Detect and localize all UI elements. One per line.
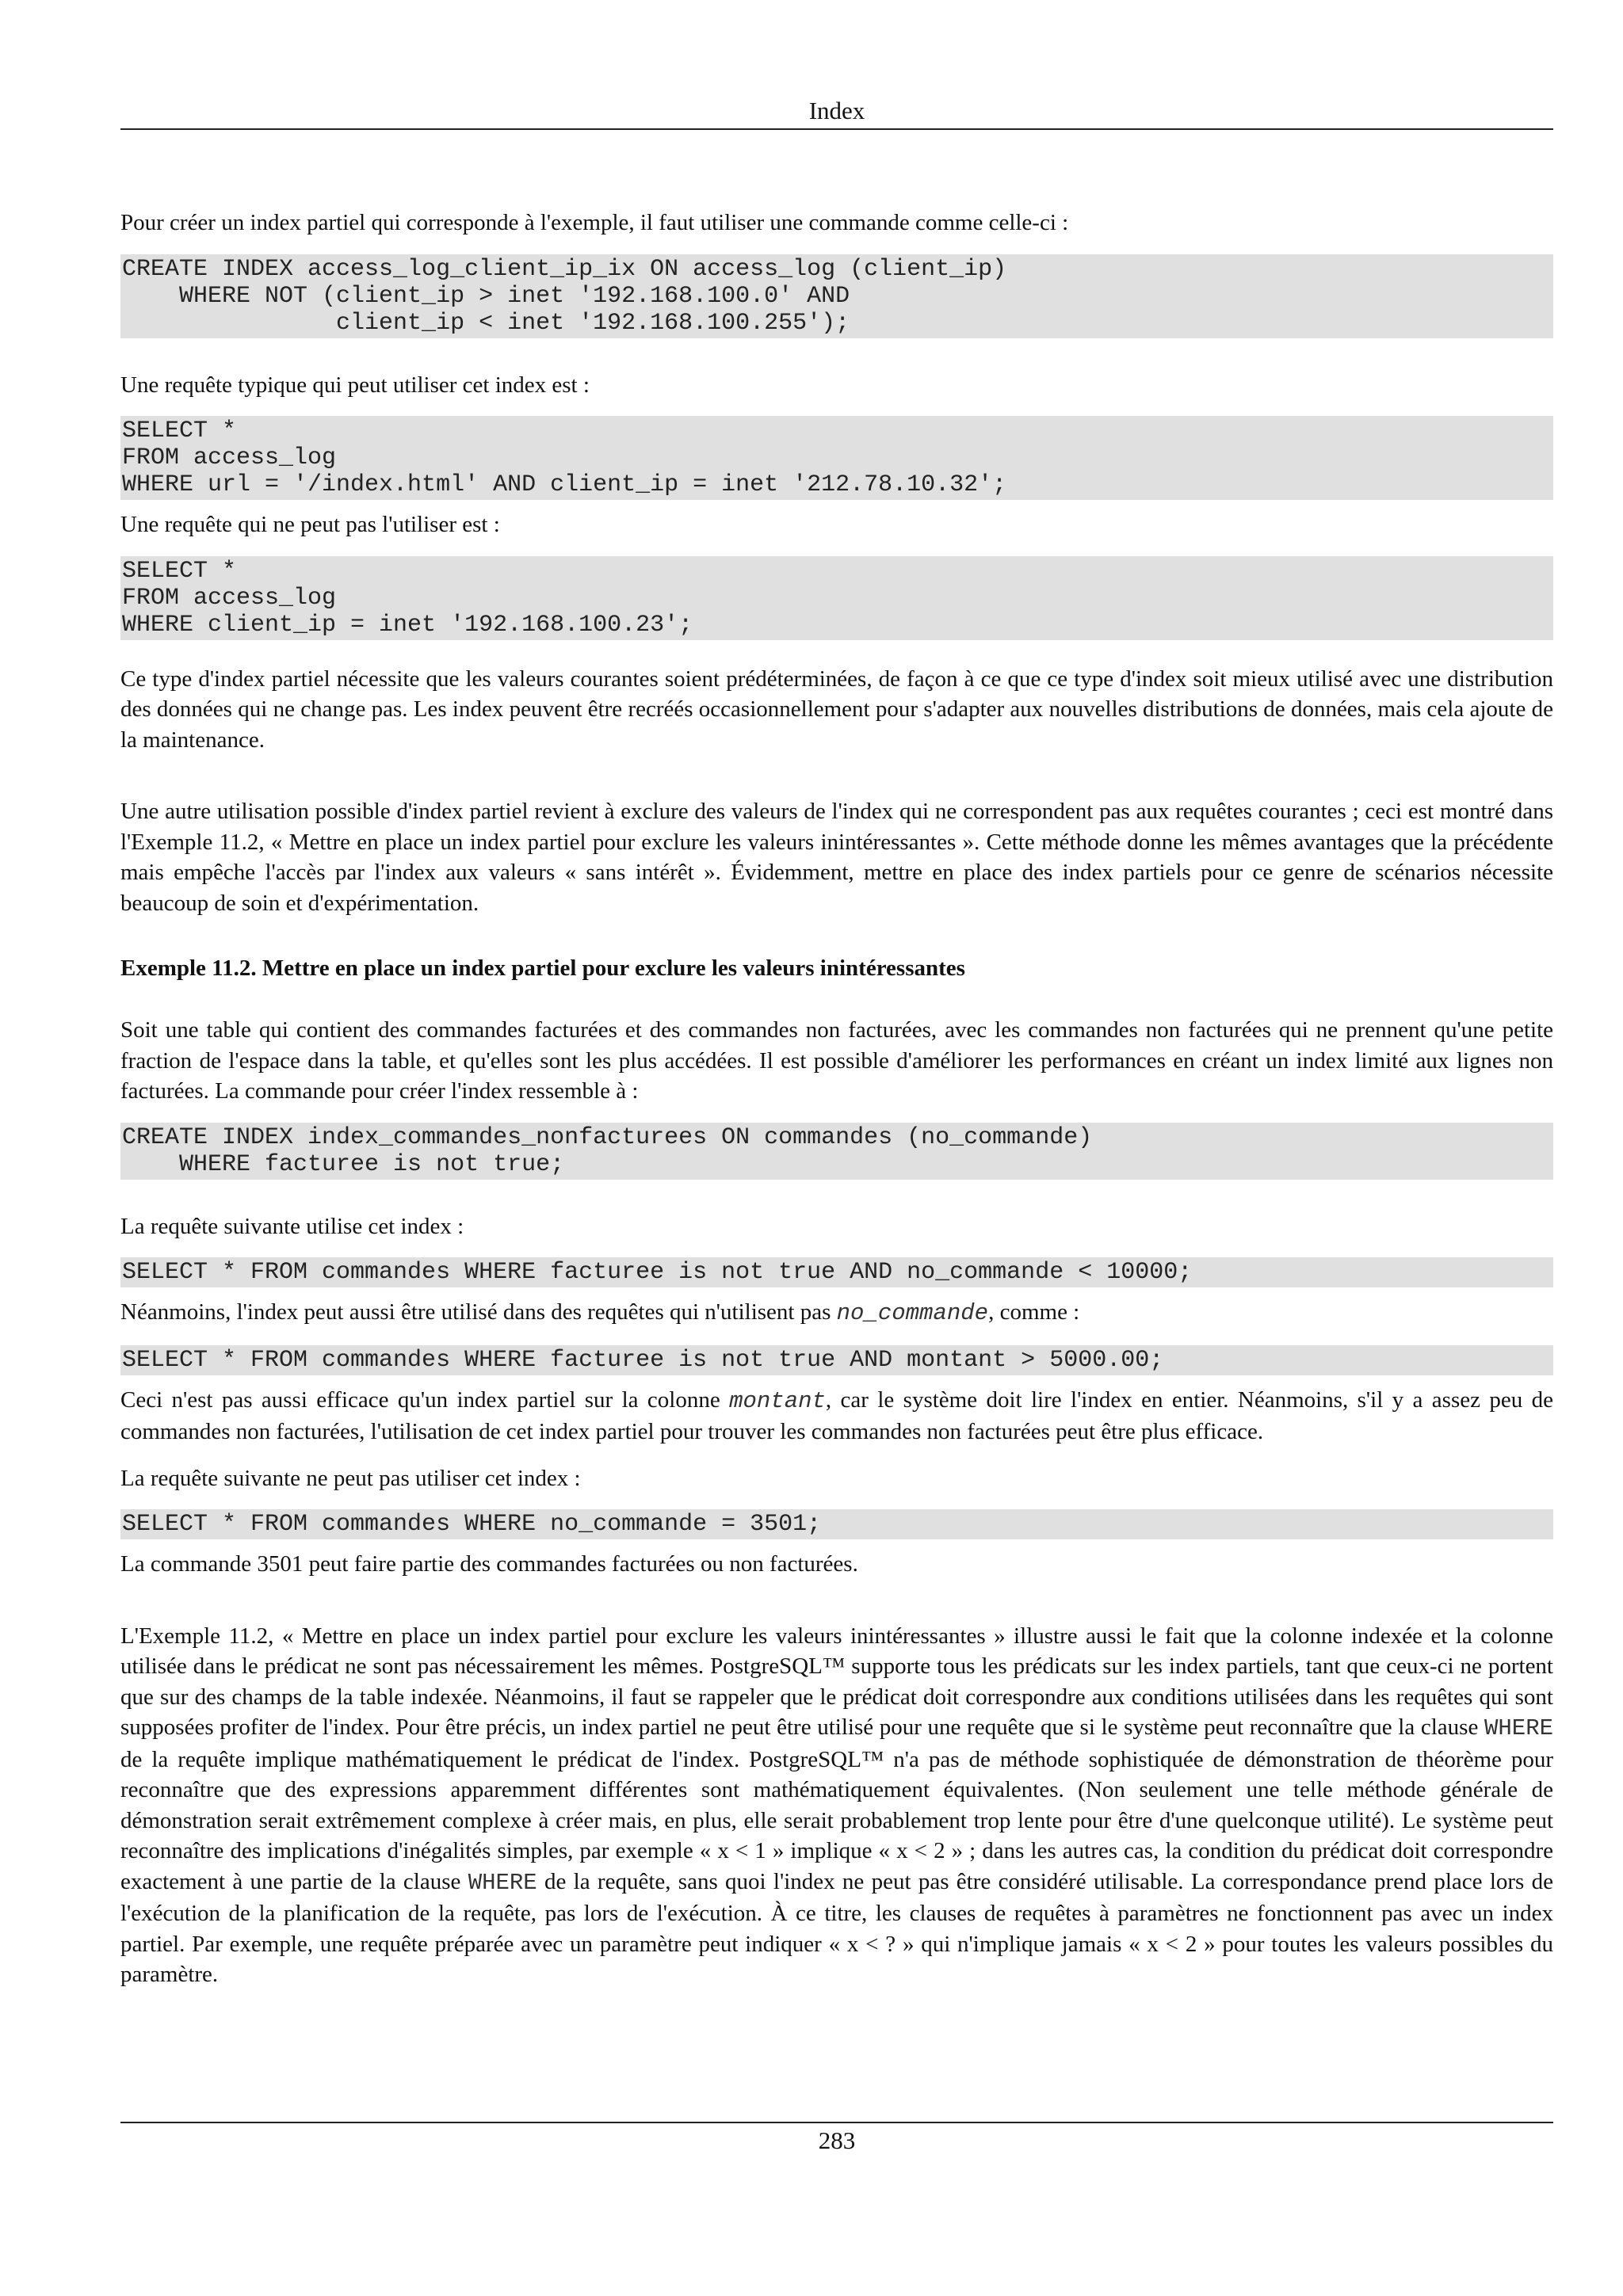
intro-paragraph: Pour créer un index partiel qui corresponde à l'exemple, il faut utiliser une commande comme celle-ci : (120, 210, 1069, 235)
page-header (120, 93, 1553, 130)
final-text-part2: de la requête implique mathématiquement le prédicat de l'index. PostgreSQL™ n'a pas de méthode sophistiquée de démonstration de théorème pour reconnaître que des expressions apparemment différentes sont mathématiquement équivalentes. (Non seulement une telle méthode générale de démonstration serait extrêmement complexe à créer mais, en plus, elle serait probablement trop lente pour être d'une quelconque utilité). Le système peut reconnaître des implications d'inégalités simples, par exemple « x < 1 » implique « x < 2 » ; dans les autres cas, la condition du prédicat doit correspondre exactement à une partie de la clause (120, 1746, 1553, 1894)
typical-query-paragraph: Une requête typique qui peut utiliser cet index est : (120, 372, 590, 398)
where-keyword-code: WHERE (1484, 1715, 1553, 1741)
montant-code: montant (729, 1387, 826, 1414)
nevertheless-text-before: Néanmoins, l'index peut aussi être utilisé dans des requêtes qui n'utilisent pas (120, 1299, 837, 1325)
exclude-values-paragraph: Une autre utilisation possible d'index partiel revient à exclure des valeurs de l'index qui ne correspondent pas aux requêtes courantes ; ceci est montré dans l'Exemple 11.2, « Mettre en place un index partiel pour exclure les valeurs inintéressantes ». Cette méthode donne les mêmes avantages que la précédente mais empêche l'accès par l'index aux valeurs « sans intérêt ». Évidemment, mettre en place des index partiels pour ce genre de scénarios nécessite beaucoup de soin et d'expérimentation. (120, 799, 1553, 916)
partial-index-note-paragraph: Ce type d'index partiel nécessite que les valeurs courantes soient prédéterminées, de façon à ce que ce type d'index soit mieux utilisé avec une distribution des données qui ne change pas. Les index peuvent être recréés occasionnellement pour s'adapter aux nouvelles distributions de données, mais cela ajoute de la maintenance. (120, 666, 1553, 753)
header-title: Index (808, 97, 865, 124)
example-title: Exemple 11.2. Mettre en place un index partiel pour exclure les valeurs inintéressantes (120, 955, 965, 981)
example-cannot-use-paragraph: La requête suivante ne peut pas utiliser cet index : (120, 1465, 581, 1491)
example-query-uses-index-paragraph: La requête suivante utilise cet index : (120, 1213, 464, 1239)
final-text-part1: L'Exemple 11.2, « Mettre en place un index partiel pour exclure les valeurs inintéressantes » illustre aussi le fait que la colonne indexée et la colonne utilisée dans le prédicat ne sont pas nécessairement les mêmes. PostgreSQL™ supporte tous les prédicats sur les index partiels, tant que ceux-ci ne portent que sur des champs de la table indexée. Néanmoins, il faut se rappeler que le prédicat doit correspondre aux conditions utilisées dans les requêtes qui sont supposées profiter de l'index. Pour être précis, un index partiel ne peut être utilisé pour une requête que si le système peut reconnaître que la clause (120, 1623, 1553, 1740)
page-footer (120, 2122, 1553, 2158)
nevertheless-text-after: , comme : (988, 1299, 1080, 1325)
page-number: 283 (818, 2126, 856, 2154)
non-usable-query-paragraph: Une requête qui ne peut pas l'utiliser est : (120, 512, 500, 537)
code-block-non-usable-query: SELECT * FROM access_log WHERE client_ip = inet '192.168.100.23'; (120, 556, 1553, 640)
example-efficiency-paragraph (120, 1385, 1553, 1447)
final-paragraph (120, 1621, 1553, 1990)
example-3501-paragraph: La commande 3501 peut faire partie des commandes facturées ou non facturées. (120, 1551, 858, 1577)
example-intro-paragraph: Soit une table qui contient des commandes facturées et des commandes non facturées, avec les commandes non facturées qui ne prennent qu'une petite fraction de l'espace dans la table, et qu'elles sont les plus accédées. Il est possible d'améliorer les performances en créant un index limité aux lignes non facturées. La commande pour créer l'index ressemble à : (120, 1017, 1553, 1104)
code-block-query-montant: SELECT * FROM commandes WHERE facturee is not true AND montant > 5000.00; (120, 1345, 1553, 1375)
code-block-query-no-commande: SELECT * FROM commandes WHERE facturee is not true AND no_commande < 10000; (120, 1257, 1553, 1287)
efficiency-text-before: Ceci n'est pas aussi efficace qu'un index partiel sur la colonne (120, 1386, 730, 1413)
code-block-query-3501: SELECT * FROM commandes WHERE no_commande = 3501; (120, 1509, 1553, 1539)
example-nevertheless-paragraph (120, 1297, 1553, 1329)
no-commande-code: no_commande (836, 1300, 989, 1326)
final-text-part3: de la requête, sans quoi l'index ne peut pas être considéré utilisable. La correspondance prend place lors de l'exécution de la planification de la requête, pas lors de l'exécution. À ce titre, les clauses de requêtes à paramètres ne fonctionnent pas avec un index partiel. Par exemple, une requête préparée avec un paramètre peut indiquer « x < ? » qui n'implique jamais « x < 2 » pour toutes les valeurs possibles du paramètre. (120, 1868, 1553, 1987)
code-block-typical-query: SELECT * FROM access_log WHERE url = '/index.html' AND client_ip = inet '212.78.10.32'; (120, 416, 1553, 500)
page-content (120, 208, 1553, 1990)
efficiency-text-after: , car le système doit lire l'index en entier. Néanmoins, s'il y a assez peu de commandes non facturées, l'utilisation de cet index partiel pour trouver les commandes non facturées peut être plus efficace. (120, 1386, 1553, 1444)
code-block-create-index: CREATE INDEX access_log_client_ip_ix ON access_log (client_ip) WHERE NOT (client_ip > inet '192.168.100.0' AND client_ip < inet '192.168.100.255'); (120, 254, 1553, 338)
where-keyword-code-second: WHERE (468, 1869, 537, 1896)
code-block-create-index-nonfacturees: CREATE INDEX index_commandes_nonfacturees ON commandes (no_commande) WHERE facturee is not true; (120, 1123, 1553, 1180)
